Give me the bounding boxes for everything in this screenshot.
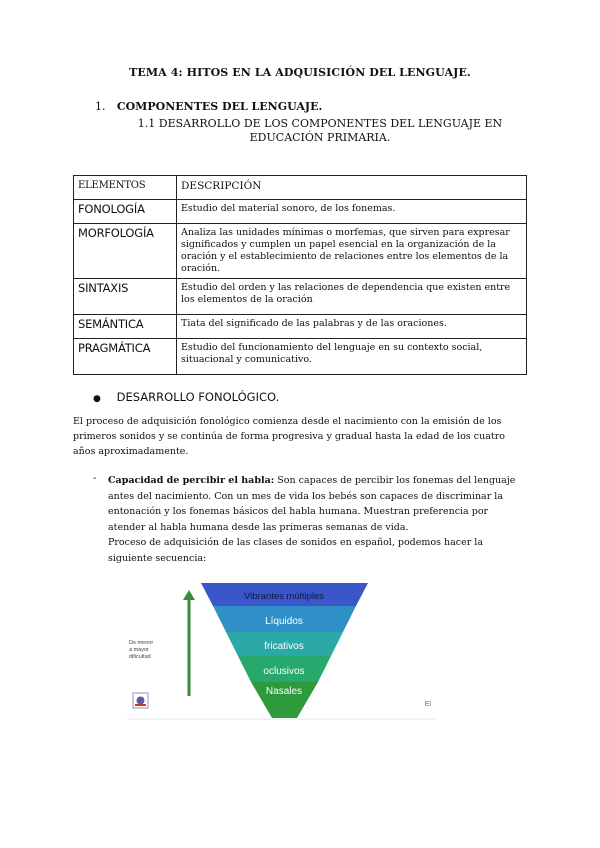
table-cell-element: SINTAXIS <box>74 279 177 315</box>
table-cell-element: PRAGMÁTICA <box>74 339 177 375</box>
components-table <box>73 175 527 375</box>
table-row <box>74 200 527 224</box>
corner-mark: El <box>424 701 431 708</box>
phoneme-difficulty-pyramid-figure <box>123 578 440 720</box>
document-title: TEMA 4: HITOS EN LA ADQUISICIÓN DEL LENGUAJE. <box>129 66 471 79</box>
list-dash: - <box>93 473 97 484</box>
table-cell-description: Estudio del material sonoro, de los fonemas. <box>177 200 527 224</box>
difficulty-arrow-head-icon <box>183 590 195 600</box>
axis-label-line3: dificultad <box>129 654 151 660</box>
table-cell-element: SEMÁNTICA <box>74 315 177 339</box>
table-cell-description: Analiza las unidades mínimas o morfemas, que sirven para expresar significados y cumplen un papel esencial en la organización de la oración y el establecimiento de relaciones entre los elementos de la oración. <box>177 224 527 279</box>
level-label-liquidos: Líquidos <box>265 616 303 627</box>
table-cell-description: Tiata del significado de las palabras y de las oraciones. <box>177 315 527 339</box>
table-row <box>74 315 527 339</box>
table-header-description: DESCRIPCIÓN <box>177 176 527 200</box>
axis-label-line2: a mayor <box>129 647 149 653</box>
intro-paragraph: El proceso de adquisición fonológico comienza desde el nacimiento con la emisión de los primeros sonidos y se continúa de forma progresiva y gradual hasta la edad de los cuatro años aproximadamente. <box>73 416 505 457</box>
table-header-row <box>74 176 527 200</box>
bullet-heading <box>93 390 279 404</box>
table-row <box>74 224 527 279</box>
section-heading-text: COMPONENTES DEL LENGUAJE. <box>116 100 323 113</box>
table-cell-description: Estudio del orden y las relaciones de dependencia que existen entre los elementos de la oración <box>177 279 527 315</box>
level-label-oclusivos: oclusivos <box>263 666 305 677</box>
level-label-vibrantes: Vibrantes múltiples <box>243 591 325 602</box>
bullet-icon: ● <box>93 394 101 404</box>
logo-icon <box>133 693 148 708</box>
axis-label-line1: De menor <box>129 640 154 646</box>
list-item <box>108 473 528 566</box>
list-item-text: Son capaces de percibir los fonemas del lenguaje antes del nacimiento. Con un mes de vida los bebés son capaces de discriminar la entonación y los fonemas básicos del habla humana. Muestran preferencia por atender al habla humana desde las primeras semanas de vida. <box>108 475 516 533</box>
level-label-nasales: Nasales <box>265 686 303 697</box>
list-item-text-2: Proceso de adquisición de las clases de sonidos en español, podemos hacer la siguiente secuencia: <box>108 537 483 564</box>
table-cell-element: FONOLOGÍA <box>74 200 177 224</box>
level-label-fricativos: fricativos <box>264 641 304 652</box>
bullet-heading-text: DESARROLLO FONOLÓGICO. <box>116 390 280 404</box>
table-row <box>74 339 527 375</box>
table-cell-element: MORFOLOGÍA <box>74 224 177 279</box>
table-cell-description: Estudio del funcionamiento del lenguaje en su contexto social, situacional y comunicativo. <box>177 339 527 375</box>
table-header-elements: ELEMENTOS <box>74 176 177 200</box>
table-row <box>74 279 527 315</box>
subsection-heading: 1.1 DESARROLLO DE LOS COMPONENTES DEL LENGUAJE EN EDUCACIÓN PRIMARIA. <box>137 117 503 144</box>
section-number: 1. <box>95 100 106 113</box>
section-heading <box>95 100 322 113</box>
pyramid-svg <box>123 578 440 720</box>
list-item-label: Capacidad de percibir el habla: <box>108 475 275 486</box>
